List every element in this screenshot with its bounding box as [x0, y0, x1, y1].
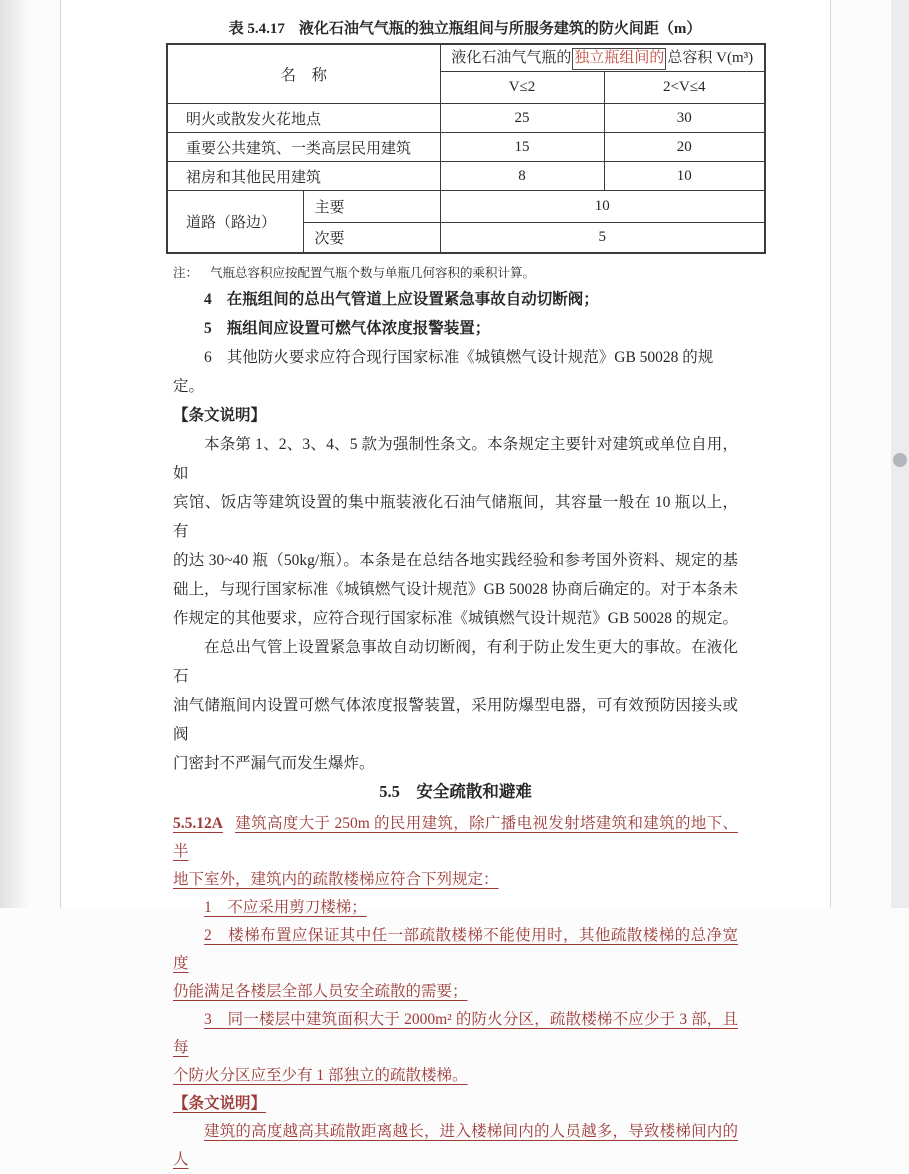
row-sublabel: 主要: [303, 191, 440, 223]
table-note: [173, 263, 738, 283]
explanation-paragraph: [173, 430, 738, 633]
text-line: 本条第 1、2、3、4、5 款为强制性条文。本条规定主要针对建筑或单位自用，如: [173, 436, 738, 482]
text-line: 在总出气管上设置紧急事故自动切断阀，有利于防止发生更大的事故。在液化石: [173, 639, 738, 685]
table-row: [167, 191, 765, 223]
text-line: [173, 810, 738, 866]
text-line: 油气储瓶间内设置可燃气体浓度报警装置，采用防爆型电器，可有效预防因接头或阀: [173, 697, 738, 743]
fire-distance-table: [166, 43, 766, 254]
row-value: 8: [440, 162, 604, 191]
amendment-clause-text: 建筑高度大于 250m 的民用建筑，除广播电视发射塔建筑和建筑的地下、半: [173, 815, 738, 860]
red-amendment-section: [173, 810, 738, 1174]
text-line: 2 楼梯布置应保证其中任一部疏散楼梯不能使用时，其他疏散楼梯的总净宽度: [173, 927, 738, 972]
text-line: 个防火分区应至少有 1 部独立的疏散楼梯。: [173, 1067, 468, 1084]
table-row: [167, 104, 765, 133]
red-explanation-label: 【条文说明】: [173, 1095, 267, 1112]
row-value: 15: [440, 133, 604, 162]
text-line: 地下室外，建筑内的疏散楼梯应符合下列规定：: [173, 871, 499, 888]
text-line: 宾馆、饭店等建筑设置的集中瓶装液化石油气储瓶间，其容量一般在 10 瓶以上，有: [173, 494, 738, 540]
row-value: 30: [604, 104, 765, 133]
table-block: [166, 18, 764, 254]
text-line: 建筑的高度越高其疏散距离越长，进入楼梯间内的人员越多，导致楼梯间内的人: [173, 1123, 738, 1168]
table-row: [167, 133, 765, 162]
row-label-road: 道路（路边）: [167, 191, 303, 254]
note-label: 注：: [173, 266, 199, 280]
clause-number: 5: [204, 320, 212, 337]
header-volume-pre: 液化石油气气瓶的: [451, 50, 572, 67]
subheader-v2: 2<V≤4: [604, 72, 765, 104]
page-body: [173, 263, 738, 1174]
page-edge-shadow: [0, 0, 38, 908]
row-value: 20: [604, 133, 765, 162]
text-line: 1 不应采用剪刀楼梯；: [204, 899, 367, 916]
table-caption-number: 表 5.4.17: [228, 21, 285, 37]
row-label: 重要公共建筑、一类高层民用建筑: [167, 133, 440, 162]
row-value: 10: [604, 162, 765, 191]
subheader-v1: V≤2: [440, 72, 604, 104]
table-row: [167, 162, 765, 191]
text-line: 仍能满足各楼层全部人员安全疏散的需要；: [173, 983, 468, 1000]
clause-text: 在瓶组间的总出气管道上应设置紧急事故自动切断阀；: [226, 291, 599, 308]
explanation-label: 【条文说明】: [173, 407, 267, 424]
clause-number: 4: [204, 291, 212, 308]
table-caption: [166, 18, 764, 40]
text-line: 门密封不严漏气而发生爆炸。: [173, 755, 375, 772]
text-line: 3 同一楼层中建筑面积大于 2000m² 的防火分区，疏散楼梯不应少于 3 部，且每: [173, 1011, 738, 1056]
header-name: 名 称: [167, 44, 440, 104]
header-volume-group: [440, 44, 765, 72]
row-label: 明火或散发火花地点: [167, 104, 440, 133]
text-line: 作规定的其他要求，应符合现行国家标准《城镇燃气设计规范》GB 50028 的规定。: [173, 610, 738, 627]
clause-item: [173, 343, 738, 401]
document-page: [60, 0, 831, 1168]
clause-item: [173, 314, 738, 343]
text-line: 的达 30~40 瓶（50kg/瓶）。本条是在总结各地实践经验和参考国外资料、规定的基: [173, 552, 738, 569]
text-line: 础上，与现行国家标准《城镇燃气设计规范》GB 50028 协商后确定的。对于本条未: [173, 581, 738, 598]
row-label: 裙房和其他民用建筑: [167, 162, 440, 191]
section-heading: 5.5 安全疏散和避难: [379, 782, 532, 801]
scrollbar-track[interactable]: [891, 0, 909, 908]
row-sublabel: 次要: [303, 223, 440, 254]
table-caption-title: 液化石油气气瓶的独立瓶组间与所服务建筑的防火间距（m）: [298, 21, 702, 37]
clause-list: [173, 285, 738, 401]
header-volume-post: 总容积 V(m³): [667, 50, 754, 67]
row-value: 25: [440, 104, 604, 133]
row-value: 5: [440, 223, 765, 254]
explanation-paragraph: [173, 633, 738, 778]
clause-text: 其他防火要求应符合现行国家标准《城镇燃气设计规范》GB 50028 的规定。: [173, 349, 714, 395]
clause-text: 瓶组间应设置可燃气体浓度报警装置；: [226, 320, 491, 337]
header-volume-highlight: 独立瓶组间的: [572, 48, 666, 70]
note-text: 气瓶总容积应按配置气瓶个数与单瓶几何容积的乘积计算。: [210, 266, 536, 280]
amendment-clause-number: 5.5.12A: [173, 815, 223, 832]
table-header-row: [167, 44, 765, 72]
scrollbar-thumb[interactable]: [893, 453, 907, 467]
clause-item: [173, 285, 738, 314]
clause-number: 6: [204, 349, 212, 366]
row-value: 10: [440, 191, 765, 223]
